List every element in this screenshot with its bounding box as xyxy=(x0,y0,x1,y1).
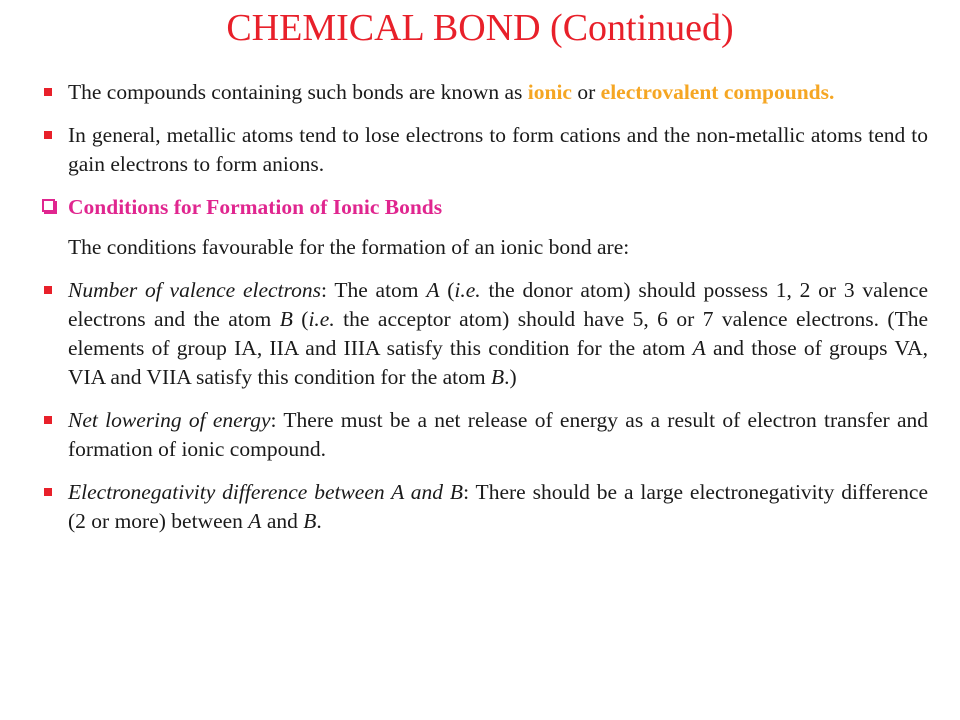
bullet-text: In general, metallic atoms tend to lose electrons to form cations and the non-metallic atoms tend to gain electrons to form anions. xyxy=(68,123,928,176)
bullet-text: or xyxy=(571,80,601,104)
keyword-electrovalent: electrovalent compounds. xyxy=(600,80,835,104)
bullet-metallic-atoms xyxy=(42,121,928,179)
condition-term: Net lowering of energy xyxy=(68,408,271,432)
checkbox-bullet-icon xyxy=(42,199,55,212)
square-bullet-icon xyxy=(44,286,52,294)
condition-term: Electronegativity difference between A and B xyxy=(68,480,464,504)
condition-text: the donor atom) should possess 1, 2 or 3 valence electrons and the atom xyxy=(68,278,928,331)
section-intro: The conditions favourable for the formation of an ionic bond are: xyxy=(68,235,630,259)
condition-text: and those of groups VA, VIA and VIIA satisfy this condition for the atom xyxy=(68,336,928,389)
condition-text: ( xyxy=(439,278,455,302)
ie-abbrev: i.e. xyxy=(454,278,481,302)
keyword-ionic: ionic xyxy=(527,80,572,104)
condition-text: and xyxy=(261,509,304,533)
atom-a: A xyxy=(248,509,262,533)
square-bullet-icon xyxy=(44,416,52,424)
square-bullet-icon xyxy=(44,488,52,496)
square-bullet-icon xyxy=(44,131,52,139)
section-heading xyxy=(42,193,928,222)
section-heading-text: Conditions for Formation of Ionic Bonds xyxy=(68,195,443,219)
condition-electronegativity xyxy=(42,478,928,536)
atom-a: A xyxy=(692,336,706,360)
atom-a: A xyxy=(426,278,440,302)
square-bullet-icon xyxy=(44,88,52,96)
condition-energy-lowering xyxy=(42,406,928,464)
condition-text: . xyxy=(316,509,322,533)
slide-title: CHEMICAL BOND (Continued) xyxy=(226,7,734,49)
condition-text: : There must be a net release of energy as a result of electron transfer and formation of ionic compound. xyxy=(68,408,928,461)
atom-b: B xyxy=(303,509,317,533)
atom-b: B xyxy=(279,307,293,331)
condition-text: ( xyxy=(292,307,309,331)
condition-text: : There should be a large electronegativity difference (2 or more) between xyxy=(68,480,928,533)
ie-abbrev: i.e. xyxy=(308,307,335,331)
condition-text: the acceptor atom) should have 5, 6 or 7 valence electrons. (The elements of group IA, IIA and IIIA satisfy this condition for the atom xyxy=(68,307,928,360)
slide-content xyxy=(42,78,928,550)
condition-text: .) xyxy=(504,365,517,389)
condition-term: Number of valence electrons xyxy=(68,278,321,302)
condition-valence-electrons xyxy=(42,276,928,392)
condition-text: : The atom xyxy=(320,278,427,302)
bullet-ionic-compounds xyxy=(42,78,928,107)
bullet-text: The compounds containing such bonds are known as xyxy=(68,80,528,104)
atom-b: B xyxy=(490,365,505,389)
